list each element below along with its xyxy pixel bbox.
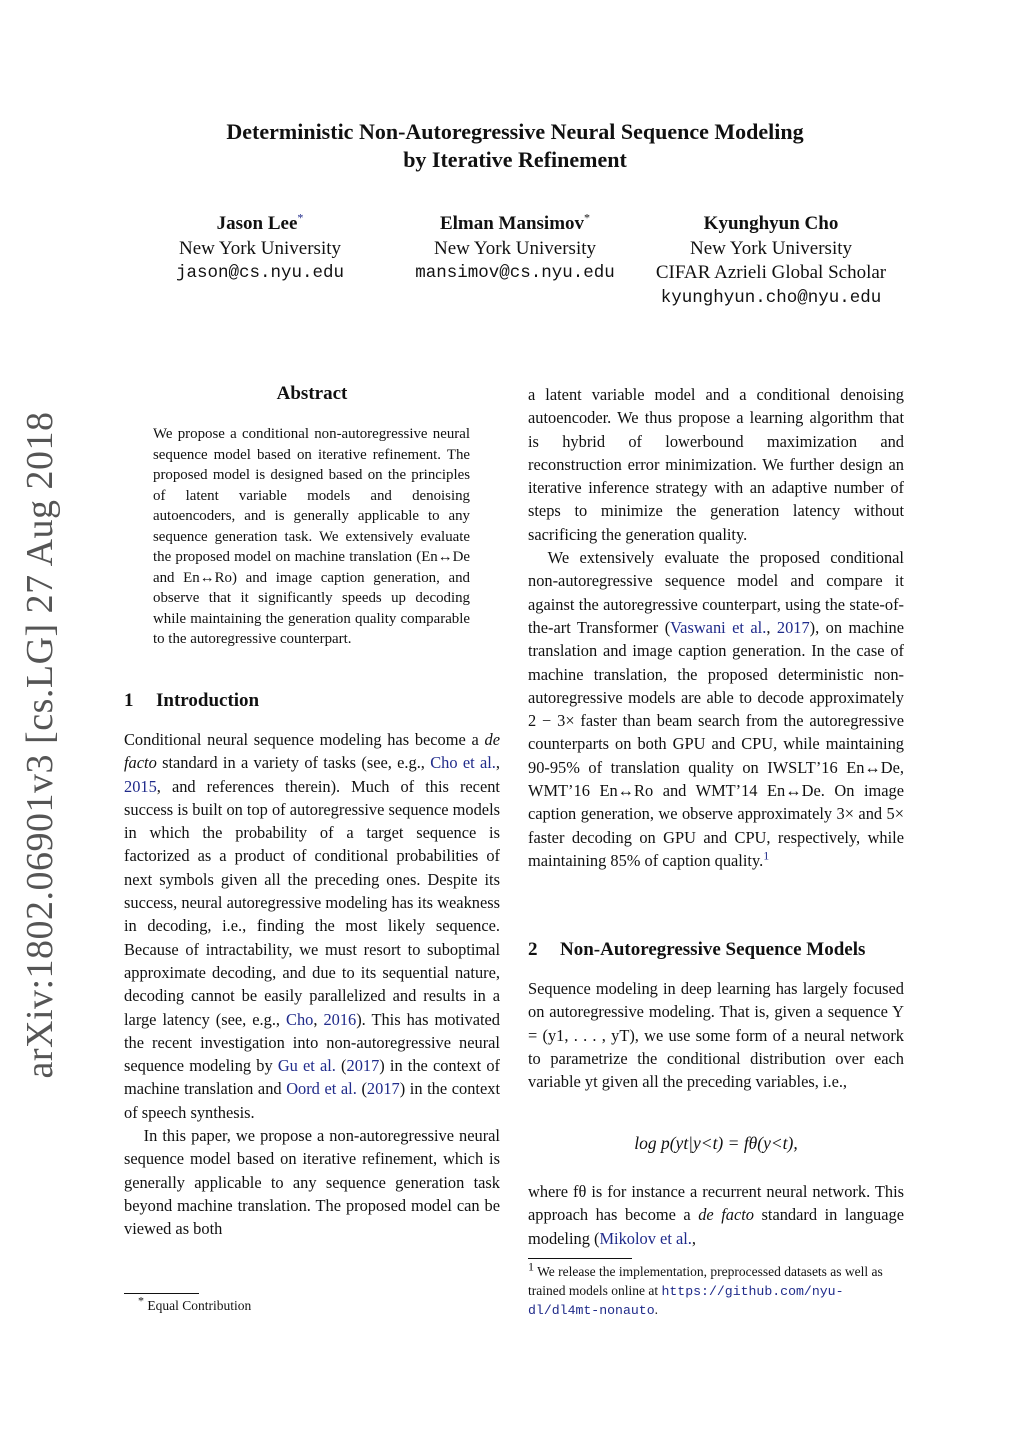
footnote-rule — [528, 1258, 632, 1259]
intro-paragraph-1: Conditional neural sequence modeling has become a de facto standard in a variety of tasks (see, e.g., Cho et al., 2015, and references therein). Much of this recent success is built on top of autoregressive sequence models in which the probability of a target sequence is factorized as a product of conditional probabilities of next symbols given all the preceding ones. Despite its success, neural autoregressive modeling has its weakness in decoding, i.e., finding the most likely sequence. Because of intractability, we must resort to suboptimal approximate decoding, and due to its sequential nature, decoding cannot be easily parallelized and results in a large latency (see, e.g., Cho, 2016). This has motivated the recent investigation into non-autoregressive neural sequence modeling by Gu et al. (2017) in the context of machine translation and Oord et al. (2017) in the context of speech synthesis. — [124, 730, 500, 1122]
section-2-body-continued — [528, 1180, 904, 1250]
arxiv-stamp — [0, 0, 80, 1448]
section-2-heading — [528, 939, 865, 961]
section-1-heading — [124, 690, 259, 712]
author-affiliation: New York University — [689, 237, 853, 259]
author-affiliation-2: CIFAR Azrieli Global Scholar — [655, 262, 887, 283]
section-number: 1 — [124, 690, 134, 711]
intro-paragraph-2-continued: a latent variable model and a conditional denoising autoencoder. We thus propose a learning algorithm that is hybrid of lowerbound maximization and reconstruction error minimization. We further design an iterative inference strategy with an adaptive number of steps to minimize the generation latency without sacrificing the generation quality. — [528, 385, 904, 544]
author-email: mansimov@cs.nyu.edu — [415, 263, 615, 283]
equal-contribution-mark: * — [584, 210, 591, 225]
citation-year-link[interactable]: 2015 — [124, 776, 157, 796]
citation-link[interactable]: Vaswani et al. — [670, 617, 767, 637]
citation-year-link[interactable]: 2017 — [346, 1056, 380, 1076]
author-name: Kyunghyun Cho — [703, 213, 839, 234]
equation-1: log p(yt|y<t) = fθ(y<t), — [634, 1133, 798, 1153]
author-name: Jason Lee — [216, 213, 298, 234]
section-2-body — [528, 977, 904, 1093]
citation-link[interactable]: Oord et al. — [286, 1079, 357, 1099]
paper-title — [100, 118, 930, 174]
author-block-3 — [636, 212, 906, 310]
footnote-ref-link[interactable]: 1 — [763, 848, 770, 863]
author-email: jason@cs.nyu.edu — [175, 263, 345, 283]
intro-paragraph-3: We extensively evaluate the proposed conditional non-autoregressive sequence model and compare it against the autoregressive counterpart, using the state-of-the-art Transformer (Vaswani et al., 2017), on machine translation and image caption generation. In the case of machine translation, the proposed deterministic non-autoregressive models are able to decode approximately 2 − 3× faster than beam search from the autoregressive counterparts on both GPU and CPU, while maintaining 90-95% of translation quality on IWSLT’16 En↔De, WMT’16 En↔Ro and WMT’14 En↔De. On image caption generation, we observe approximately 3× and 5× faster decoding on GPU and CPU, respectively, while maintaining 85% of caption quality.$^1$ — [528, 548, 904, 870]
citation-link[interactable]: Cho et al. — [430, 753, 496, 773]
title-line-1: Deterministic Non-Autoregressive Neural Sequence Modeling — [226, 119, 804, 144]
intro-paragraph-2: In this paper, we propose a non-autoregressive neural sequence model based on iterative refinement, which is generally applicable to any sequence generation task beyond machine translation. The proposed model can be viewed as both — [124, 1126, 500, 1239]
citation-link[interactable]: Gu et al. — [277, 1056, 336, 1076]
author-email: kyunghyun.cho@nyu.edu — [660, 287, 882, 308]
author-affiliation: New York University — [178, 237, 342, 259]
section-2-paragraph-1: Sequence modeling in deep learning has largely focused on autoregressive modeling. That is, given a sequence Y = (y1, . . . , yT), we use some form of a neural network to parametrize the conditional distribution over each variable yt given all the preceding variables, i.e., — [528, 979, 904, 1092]
footnote-mark: * — [138, 1293, 144, 1308]
section-2-paragraph-2: where fθ is for instance a recurrent neural network. This approach has become a de facto standard in language modeling (Mikolov et al., — [528, 1182, 904, 1248]
author-block-2 — [390, 212, 640, 286]
footnote-rule — [124, 1293, 199, 1294]
left-column-body — [124, 728, 500, 1241]
section-title: Introduction — [156, 690, 260, 711]
footnote-equal-contribution: * Equal Contribution — [138, 1293, 252, 1313]
right-column-body — [528, 383, 904, 872]
author-affiliation: New York University — [433, 237, 597, 259]
github-link[interactable]: https://github.com/nyu-dl/dl4mt-nonauto — [528, 1283, 844, 1318]
citation-link[interactable]: Mikolov et al. — [599, 1228, 692, 1248]
title-line-2: by Iterative Refinement — [403, 147, 627, 172]
author-block-1 — [160, 212, 360, 286]
section-title: Non-Autoregressive Sequence Models — [560, 939, 866, 960]
equal-contribution-mark[interactable]: * — [297, 210, 304, 225]
footnote-mark: 1 — [528, 1259, 534, 1274]
citation-year-link[interactable]: 2017 — [776, 617, 810, 637]
arxiv-id: arXiv:1802.06901v3 [cs.LG] 27 Aug 2018 — [19, 411, 61, 1079]
abstract-text: We propose a conditional non-autoregressive neural sequence model based on iterative refinement. The proposed model is designed based on the principles of latent variable models and denoising autoencoders, and is generally applicable to any sequence generation task. We extensively evaluate the proposed model on machine translation (En↔De and En↔Ro) and image caption generation, and observe that it significantly speeds up decoding while maintaining the generation quality comparable to the autoregressive counterpart. — [153, 426, 470, 647]
citation-link[interactable]: Cho — [286, 1009, 314, 1029]
author-name: Elman Mansimov — [439, 213, 585, 234]
footnote-release: 1 We release the implementation, preprocessed datasets as well as trained models online at https://github.com/nyu-dl/dl4mt-nonauto. — [528, 1259, 883, 1318]
citation-year-link[interactable]: 2017 — [366, 1079, 400, 1099]
section-number: 2 — [528, 939, 538, 960]
abstract-heading: Abstract — [276, 383, 348, 404]
citation-year-link[interactable]: 2016 — [323, 1009, 357, 1029]
